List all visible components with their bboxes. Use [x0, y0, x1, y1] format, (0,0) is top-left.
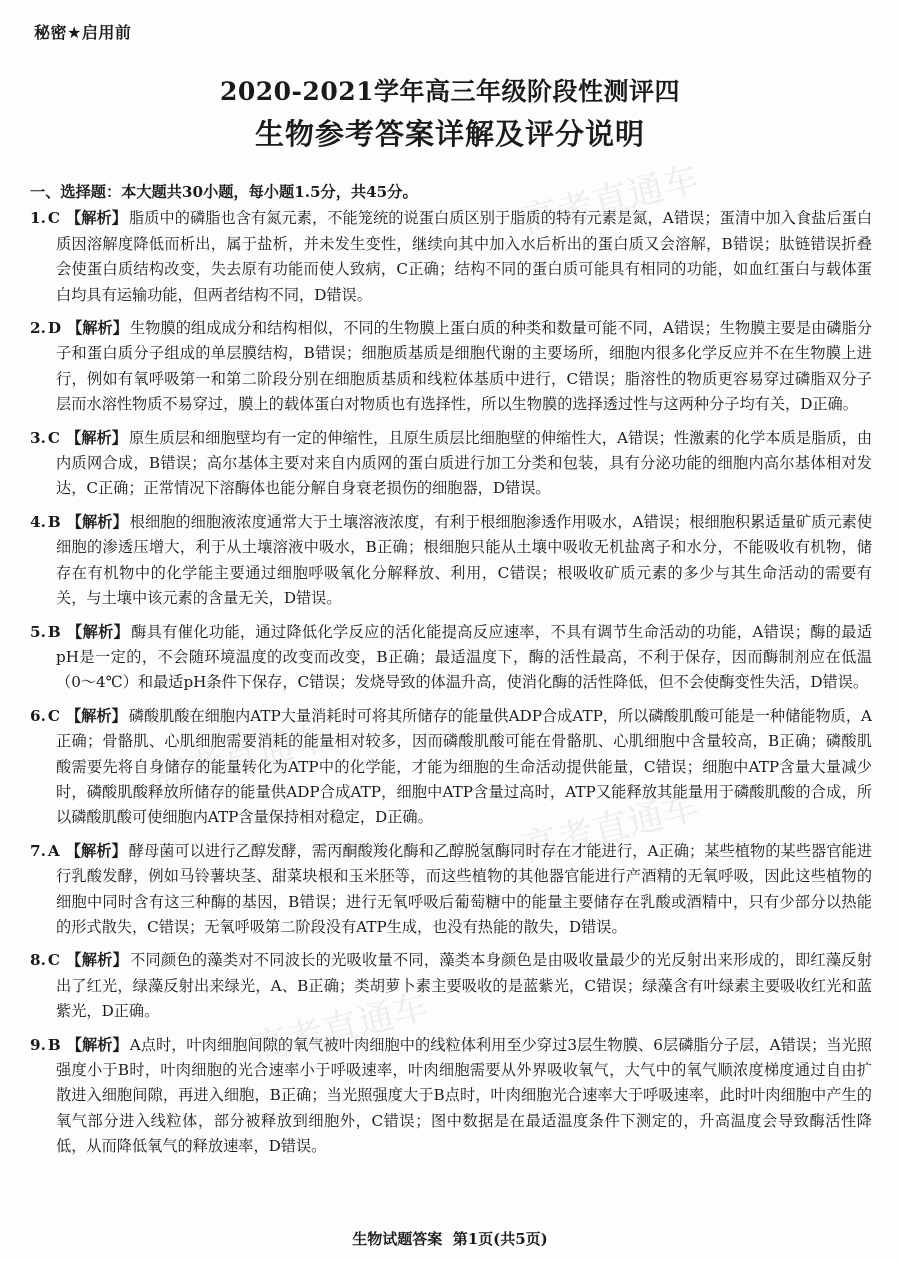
analysis-tag: 【解析】 [66, 1035, 128, 1054]
question-item [30, 316, 872, 418]
analysis-tag: 【解析】 [65, 428, 128, 447]
question-number: 3. [30, 428, 46, 447]
question-item [30, 620, 872, 696]
watermark-middle-left: 高考直通车 [148, 716, 334, 801]
page-footer [0, 1228, 900, 1249]
question-number: 9. [30, 1035, 46, 1054]
question-number: 4. [30, 512, 46, 531]
question-answer: C [47, 706, 60, 725]
question-number: 8. [30, 951, 46, 970]
analysis-text: 原生质层和细胞壁均有一定的伸缩性，且原生质层比细胞壁的伸缩性大，A错误；性激素的化学本质是脂质，由内质网合成，B错误；高尔基体主要对来自内质网的蛋白质进行加工分类和包装，具有分泌功能的细胞内高尔基体相对发达，C正确；正常情况下溶酶体也能分解自身衰老损伤的细胞器，D错误。 [56, 428, 873, 498]
question-item [30, 704, 872, 831]
question-item [30, 426, 872, 502]
watermark-middle-right: 高考直通车 [518, 786, 704, 871]
question-answer: A [47, 841, 60, 860]
analysis-text: 生物膜的组成成分和结构相似，不同的生物膜上蛋白质的种类和数量可能不同，A错误；生物膜主要是由磷脂分子和蛋白质分子组成的单层膜结构，B错误；细胞质基质是细胞代谢的主要场所，细胞内很多化学反应并不在生物膜上进行，例如有氧呼吸第一和第二阶段分别在细胞质基质和线粒体基质中进行，C错误；脂溶性的物质更容易穿过磷脂双分子层而水溶性物质不易穿过，膜上的载体蛋白对物质也有选择性，所以生物膜的选择透过性与这两种分子均有关，D正确。 [56, 319, 873, 414]
page-number: 第1页(共5页) [452, 1230, 548, 1248]
analysis-text: 酵母菌可以进行乙醇发酵，需丙酮酸羧化酶和乙醇脱氢酶同时存在才能进行，A正确；某些植物的某些器官能进行乳酸发酵，例如马铃薯块茎、甜菜块根和玉米胚等，而这些植物的其他器官能进行产酒精的无氧呼吸，因此这些植物的细胞中同时含有这三种酶的基因，B错误；进行无氧呼吸后葡萄糖中的能量主要储存在乳酸或酒精中，只有少部分以热能的形式散失，C错误；无氧呼吸第二阶段没有ATP生成，也没有热能的散失，D错误。 [56, 841, 873, 936]
question-number: 2. [30, 319, 46, 338]
analysis-tag: 【解析】 [65, 706, 127, 725]
analysis-text: A点时，叶肉细胞间隙的氧气被叶肉细胞中的线粒体利用至少穿过3层生物膜、6层磷脂分子层，A错误；当光照强度小于B时，叶肉细胞的光合速率小于呼吸速率，叶肉细胞需要从外界吸收氧气，大气中的氧气顺浓度梯度通过自由扩散进入细胞间隙，再进入细胞，B正确；当光照强度大于B点时，叶肉细胞光合速率大于呼吸速率，此时叶肉细胞中产生的氧气部分进入线粒体，部分被释放到细胞外，C错误；图中数据是在最适温度条件下测定的，升高温度会导致酶活性降低，从而降低氧气的释放速率，D错误。 [56, 1035, 872, 1156]
analysis-tag: 【解析】 [65, 209, 128, 228]
question-answer: B [47, 622, 61, 641]
analysis-tag: 【解析】 [66, 622, 130, 641]
question-item [30, 948, 872, 1024]
analysis-tag: 【解析】 [65, 841, 127, 860]
question-answer: B [47, 512, 61, 531]
exam-title: 2020-2021学年高三年级阶段性测评四 [219, 77, 681, 106]
answer-content [30, 180, 872, 1168]
footer-label: 生物试题答案 [352, 1230, 443, 1248]
watermark-top: 高考直通车 [518, 158, 704, 243]
question-item [30, 1033, 872, 1160]
analysis-tag: 【解析】 [66, 512, 128, 531]
question-number: 6. [30, 706, 46, 725]
analysis-text: 磷酸肌酸在细胞内ATP大量消耗时可将其所储存的能量供ADP合成ATP，所以磷酸肌酸可能是一种储能物质，A正确；骨骼肌、心肌细胞需要消耗的能量相对较多，因而磷酸肌酸可能在骨骼肌、心肌细胞中含量较高，B正确；磷酸肌酸需要先将自身储存的能量转化为ATP中的化学能，才能为细胞的生命活动提供能量，C错误；细胞中ATP含量大量减少时，磷酸肌酸释放所储存的能量供ADP合成ATP，细胞中ATP含量过高时，ATP又能释放其能量用于磷酸肌酸的合成，所以磷酸肌酸可使细胞内ATP含量保持相对稳定，D正确。 [56, 706, 872, 827]
answer-title: 生物参考答案详解及评分说明 [254, 117, 645, 151]
question-number: 1. [30, 209, 46, 228]
question-item [30, 206, 872, 308]
section-heading: 一、选择题：本大题共30小题，每小题1.5分，共45分。 [30, 183, 418, 201]
question-answer: D [47, 319, 62, 338]
analysis-text: 酶具有催化功能，通过降低化学反应的活化能提高反应速率，不具有调节生命活动的功能，A错误；酶的最适pH是一定的，不会随环境温度的改变而改变，B正确；最适温度下，酶的活性最高，不利于保存，因而酶制剂应在低温（0～4℃）和最适pH条件下保存，C错误；发烧导致的体温升高，使消化酶的活性降低，但不会使酶变性失活，D错误。 [56, 622, 873, 692]
analysis-text: 不同颜色的藻类对不同波长的光吸收量不同，藻类本身颜色是由吸收量最少的光反射出来形成的，即红藻反射出了红光，绿藻反射出来绿光，A、B正确；类胡萝卜素主要吸收的是蓝紫光，C错误；绿藻含有叶绿素主要吸收红光和蓝紫光，D正确。 [56, 951, 873, 1021]
question-number: 7. [30, 841, 46, 860]
secret-label: 秘密★启用前 [34, 23, 132, 42]
watermark-bottom: 高考直通车 [248, 986, 434, 1071]
analysis-text: 根细胞的细胞液浓度通常大于土壤溶液浓度，有利于根细胞渗透作用吸水，A错误；根细胞积累适量矿质元素使细胞的渗透压增大，利于从土壤溶液中吸水，B正确；根细胞只能从土壤中吸收无机盐离子和水分，不能吸收有机物，储存在有机物中的化学能主要通过细胞呼吸氧化分解释放、利用，C错误；根吸收矿质元素的多少与其生命活动的需要有关，与土壤中该元素的含量无关，D错误。 [56, 512, 873, 608]
analysis-tag: 【解析】 [67, 319, 128, 338]
question-item [30, 839, 872, 941]
question-answer: C [47, 209, 60, 228]
question-answer: C [47, 951, 60, 970]
question-item [30, 510, 872, 612]
question-answer: C [47, 428, 60, 447]
question-number: 5. [30, 622, 46, 641]
analysis-text: 脂质中的磷脂也含有氮元素，不能笼统的说蛋白质区别于脂质的特有元素是氮，A错误；蛋清中加入食盐后蛋白质因溶解度降低而析出，属于盐析，并未发生变性，继续向其中加入水后析出的蛋白质又会溶解，B错误；肽链错误折叠会使蛋白质结构改变，失去原有功能而使人致病，C正确；结构不同的蛋白质可能具有相同的功能，如血红蛋白与载体蛋白均具有运输功能，但两者结构不同，D错误。 [56, 209, 873, 304]
question-answer: B [47, 1035, 61, 1054]
analysis-tag: 【解析】 [65, 951, 129, 970]
